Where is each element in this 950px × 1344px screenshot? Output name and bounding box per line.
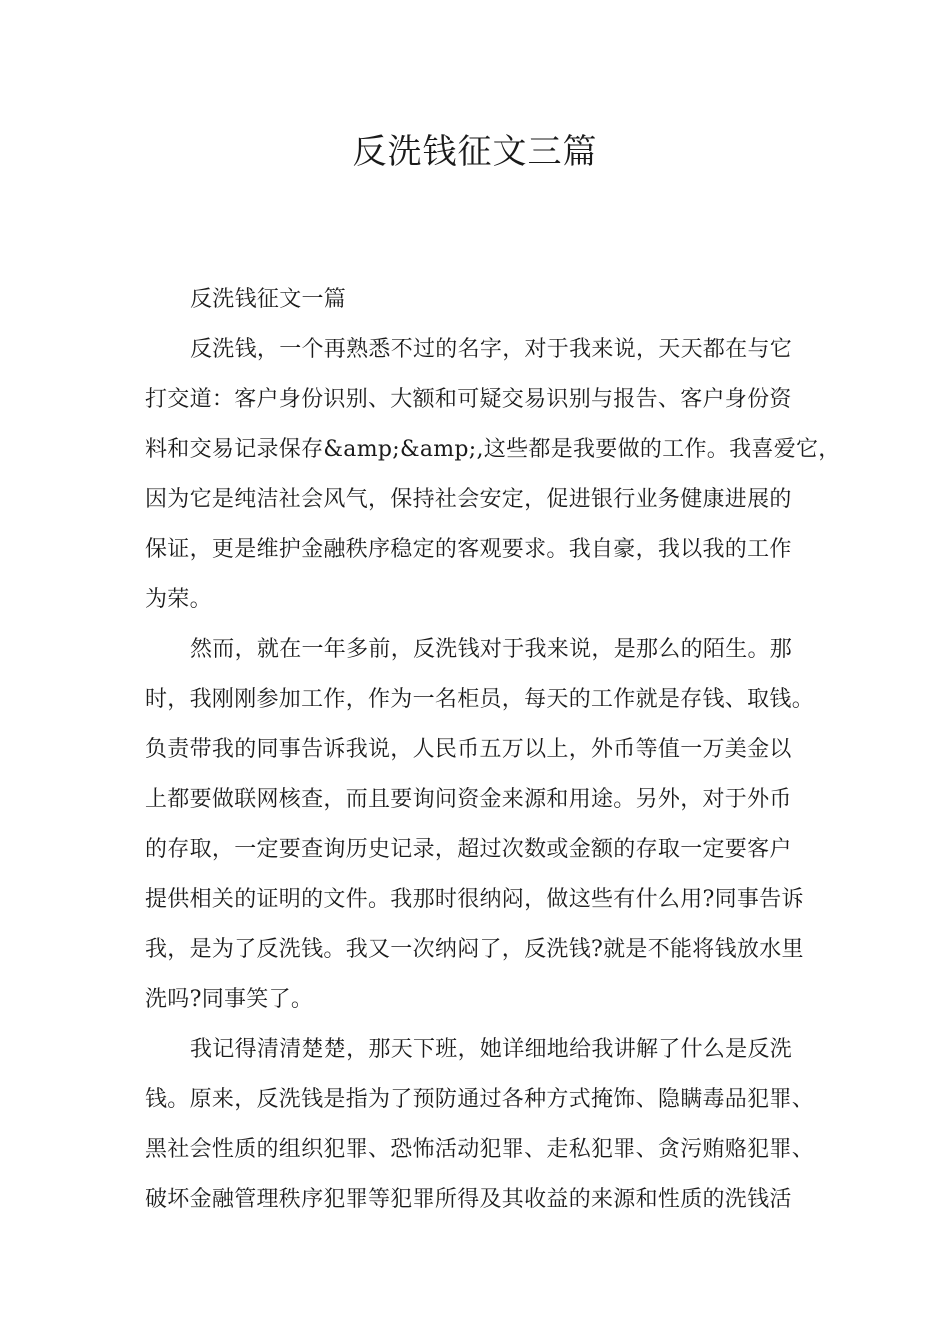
- paragraph-line: 洗吗?同事笑了。: [145, 987, 314, 1012]
- paragraph-line: 保证，更是维护金融秩序稳定的客观要求。我自豪，我以我的工作: [145, 537, 792, 562]
- document-body: [145, 282, 841, 1232]
- paragraph-line: 负责带我的同事告诉我说，人民币五万以上，外币等值一万美金以: [145, 737, 792, 762]
- document-title: 反洗钱征文三篇: [352, 132, 598, 172]
- paragraph-line: 上都要做联网核查，而且要询问资金来源和用途。另外，对于外币: [145, 787, 792, 812]
- section-heading: 反洗钱征文一篇: [190, 287, 347, 312]
- paragraph-line: 因为它是纯洁社会风气，保持社会安定，促进银行业务健康进展的: [145, 487, 792, 512]
- paragraph-line: 为荣。: [145, 587, 212, 612]
- paragraph-line: 我记得清清楚楚，那天下班，她详细地给我讲解了什么是反洗: [190, 1037, 793, 1062]
- paragraph-line: 黑社会性质的组织犯罪、恐怖活动犯罪、走私犯罪、贪污贿赂犯罪、: [145, 1137, 815, 1162]
- paragraph-line: 我，是为了反洗钱。我又一次纳闷了，反洗钱?就是不能将钱放水里: [145, 937, 804, 962]
- paragraph-line: 的存取，一定要查询历史记录，超过次数或金额的存取一定要客户: [145, 837, 792, 862]
- paragraph-line: 破坏金融管理秩序犯罪等犯罪所得及其收益的来源和性质的洗钱活: [145, 1187, 792, 1212]
- paragraph-line: 提供相关的证明的文件。我那时很纳闷，做这些有什么用?同事告诉: [145, 887, 804, 912]
- paragraph-line: 钱。原来，反洗钱是指为了预防通过各种方式掩饰、隐瞒毒品犯罪、: [145, 1087, 815, 1112]
- paragraph-line: 时，我刚刚参加工作，作为一名柜员，每天的工作就是存钱、取钱。: [145, 687, 815, 712]
- paragraph-line: 料和交易记录保存&amp;&amp;,这些都是我要做的工作。我喜爱它，: [145, 437, 841, 462]
- paragraph-line: 打交道：客户身份识别、大额和可疑交易识别与报告、客户身份资: [145, 387, 792, 412]
- paragraph-line: 然而，就在一年多前，反洗钱对于我来说，是那么的陌生。那: [190, 637, 793, 662]
- paragraph-line: 反洗钱，一个再熟悉不过的名字，对于我来说，天天都在与它: [190, 337, 793, 362]
